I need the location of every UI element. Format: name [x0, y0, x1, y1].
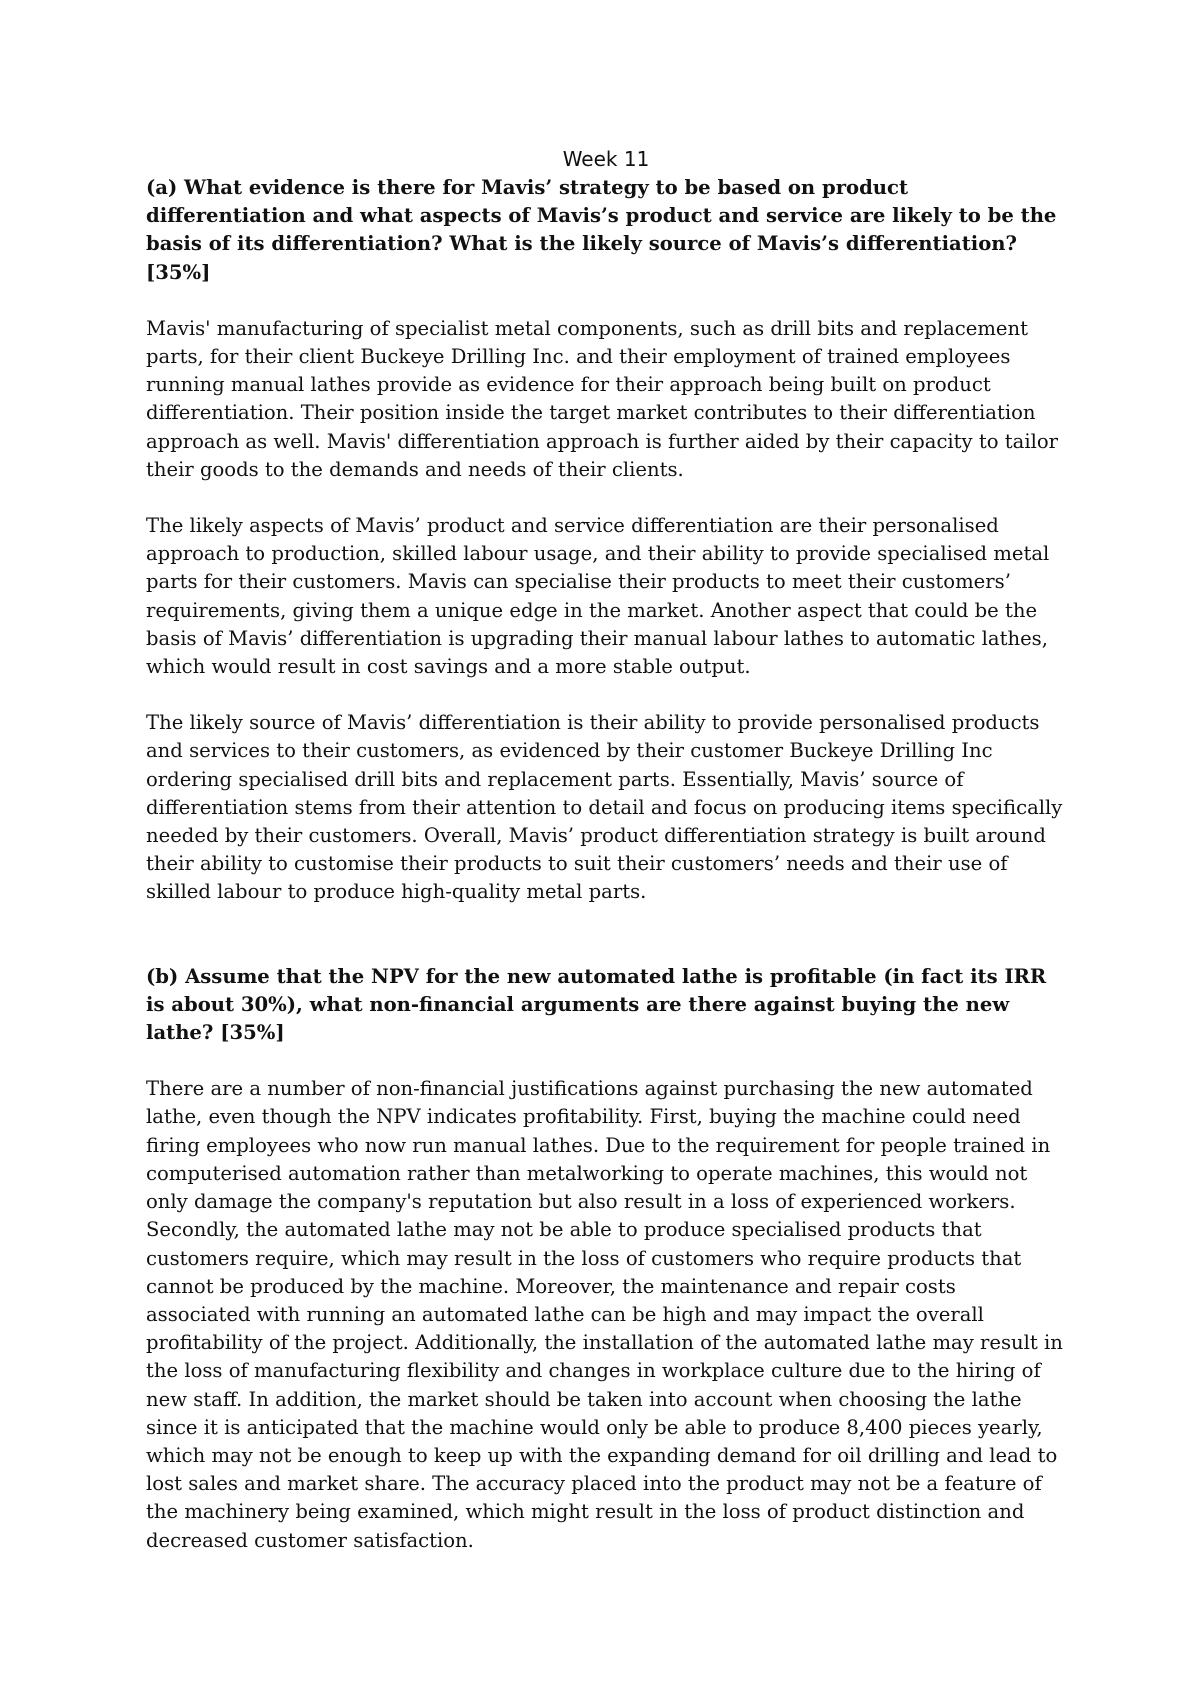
question-a: (a) What evidence is there for Mavis’ strategy to be based on product differentiation and what aspects of Mavis’s product and service are likely to be the basis of its differentiation? What is the likely source of Mavis’s differentiation? [35%] [146, 176, 1057, 284]
spacer [146, 1047, 1066, 1075]
spacer [146, 681, 1066, 709]
document-body [146, 144, 1066, 1555]
answer-b-paragraph-1: There are a number of non-financial justifications against purchasing the new automated lathe, even though the NPV indicates profitability. First, buying the machine could need firing employees who now run manual lathes. Due to the requirement for people trained in computerised automation rather than metalworking to operate machines, this would not only damage the company's reputation but also result in a loss of experienced workers. Secondly, the automated lathe may not be able to produce specialised products that customers require, which may result in the loss of customers who require products that cannot be produced by the machine. Moreover, the maintenance and repair costs associated with running an automated lathe can be high and may impact the overall profitability of the project. Additionally, the installation of the automated lathe may result in the loss of manufacturing flexibility and changes in workplace culture due to the hiring of new staff. In addition, the market should be taken into account when choosing the lathe since it is anticipated that the machine would only be able to produce 8,400 pieces yearly, which may not be enough to keep up with the expanding demand for oil drilling and lead to lost sales and market share. The accuracy placed into the product may not be a feature of the machinery being examined, which might result in the loss of product distinction and decreased customer satisfaction. [146, 1077, 1063, 1552]
question-b: (b) Assume that the NPV for the new automated lathe is profitable (in fact its IRR is about 30%), what non-financial arguments are there against buying the new lathe? [35%] [146, 964, 1047, 1045]
spacer [146, 484, 1066, 512]
page-title: Week 11 [562, 147, 650, 171]
answer-a-paragraph-3: The likely source of Mavis’ differentiation is their ability to provide personalised products and services to their customers, as evidenced by their customer Buckeye Drilling Inc ordering specialised drill bits and replacement parts. Essentially, Mavis’ source of differentiation stems from their attention to detail and focus on producing items specifically needed by their customers. Overall, Mavis’ product differentiation strategy is built around their ability to customise their products to suit their customers’ needs and their use of skilled labour to produce high-quality metal parts. [146, 711, 1063, 904]
answer-a-paragraph-2: The likely aspects of Mavis’ product and service differentiation are their personalised approach to production, skilled labour usage, and their ability to provide specialised metal parts for their customers. Mavis can specialise their products to meet their customers’ requirements, giving them a unique edge in the market. Another aspect that could be the basis of Mavis’ differentiation is upgrading their manual labour lathes to automatic lathes, which would result in cost savings and a more stable output. [146, 514, 1050, 679]
answer-a-paragraph-1: Mavis' manufacturing of specialist metal components, such as drill bits and replacement parts, for their client Buckeye Drilling Inc. and their employment of trained employees running manual lathes provide as evidence for their approach being built on product differentiation. Their position inside the target market contributes to their differentiation approach as well. Mavis' differentiation approach is further aided by their capacity to tailor their goods to the demands and needs of their clients. [146, 316, 1059, 481]
spacer [146, 287, 1066, 315]
spacer [146, 907, 1066, 963]
